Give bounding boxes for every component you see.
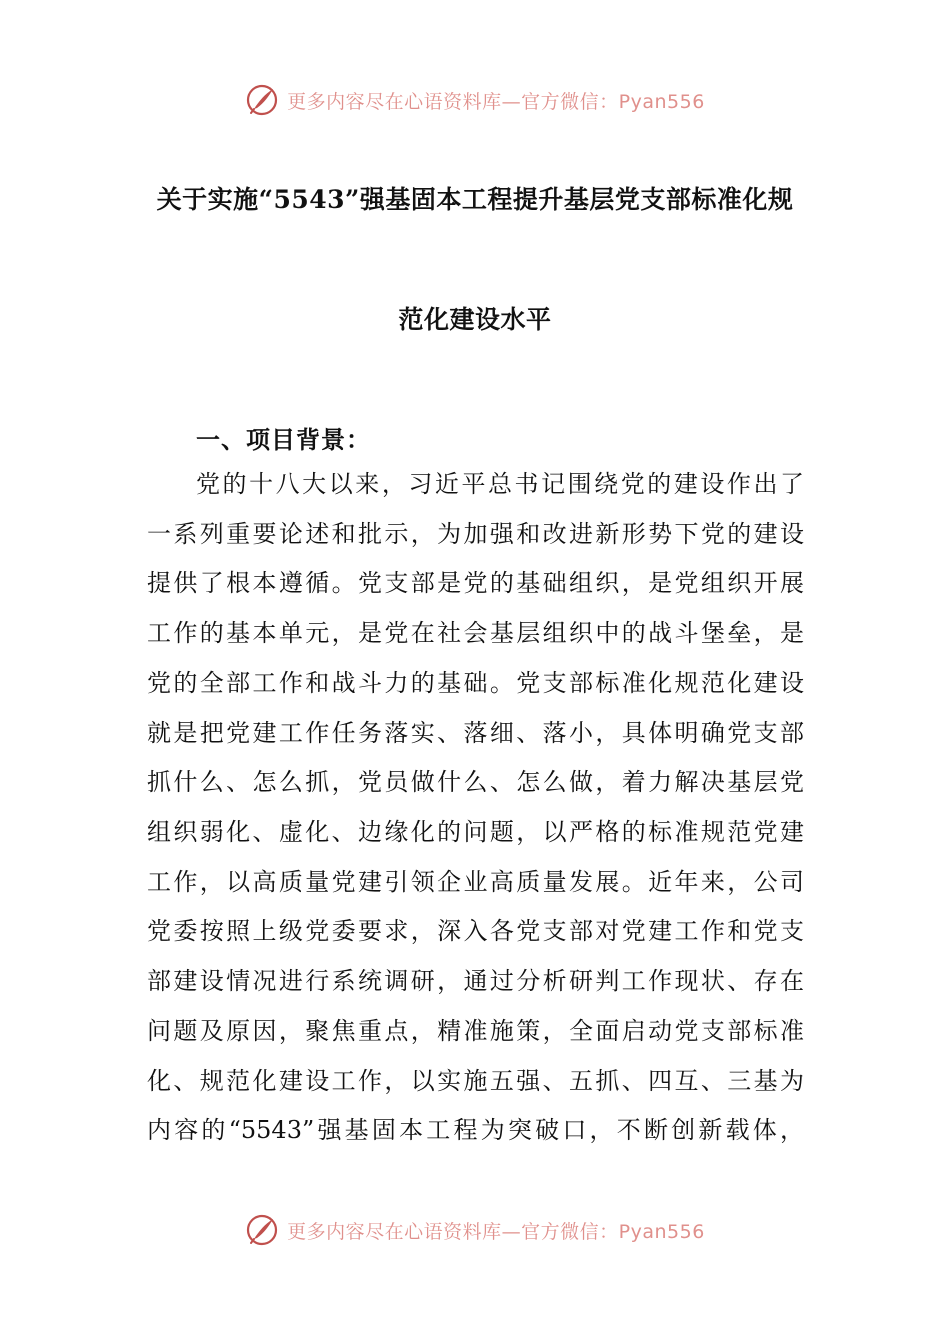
- quill-logo-icon: [245, 83, 279, 117]
- paragraph-line: 党委按照上级党委要求，深入各党支部对党建工作和党支: [147, 917, 804, 945]
- paragraph-line: 工作的基本单元，是党在社会基层组织中的战斗堡垒，是: [147, 619, 804, 647]
- watermark-wechat-id: Pyan556: [618, 1220, 705, 1243]
- watermark-wechat-id: Pyan556: [618, 90, 705, 113]
- watermark-text: [287, 87, 705, 114]
- paragraph-line: 党的全部工作和战斗力的基础。党支部标准化规范化建设: [147, 669, 804, 697]
- paragraph-line: 提供了根本遵循。党支部是党的基础组织，是党组织开展: [147, 569, 804, 597]
- paragraph-line: 化、规范化建设工作，以实施五强、五抓、四互、三基为: [147, 1067, 804, 1095]
- quill-logo-icon: [245, 1213, 279, 1247]
- header-watermark: [0, 80, 950, 120]
- section-heading: 一、项目背景：: [196, 425, 371, 454]
- paragraph-line: 部建设情况进行系统调研，通过分析研判工作现状、存在: [147, 967, 804, 995]
- paragraph-line: 内容的“5543”强基固本工程为突破口，不断创新载体，: [147, 1116, 804, 1144]
- paragraph-line: 就是把党建工作任务落实、落细、落小，具体明确党支部: [147, 719, 804, 747]
- watermark-slogan: 更多内容尽在心语资料库—官方微信：: [287, 90, 619, 113]
- paragraph-line: 党的十八大以来，习近平总书记围绕党的建设作出了: [196, 470, 804, 498]
- document-title-line-1: 关于实施“5543”强基固本工程提升基层党支部标准化规: [156, 185, 794, 214]
- watermark-slogan: 更多内容尽在心语资料库—官方微信：: [287, 1220, 619, 1243]
- paragraph-line: 组织弱化、虚化、边缘化的问题，以严格的标准规范党建: [147, 818, 804, 846]
- footer-watermark: [0, 1210, 950, 1250]
- paragraph-line: 问题及原因，聚焦重点，精准施策，全面启动党支部标准: [147, 1017, 804, 1045]
- watermark-text: [287, 1217, 705, 1244]
- paragraph-line: 工作，以高质量党建引领企业高质量发展。近年来，公司: [147, 868, 804, 896]
- document-title-line-2: 范化建设水平: [398, 305, 552, 334]
- paragraph-line: 抓什么、怎么抓，党员做什么、怎么做，着力解决基层党: [147, 768, 804, 796]
- paragraph-line: 一系列重要论述和批示，为加强和改进新形势下党的建设: [147, 520, 804, 548]
